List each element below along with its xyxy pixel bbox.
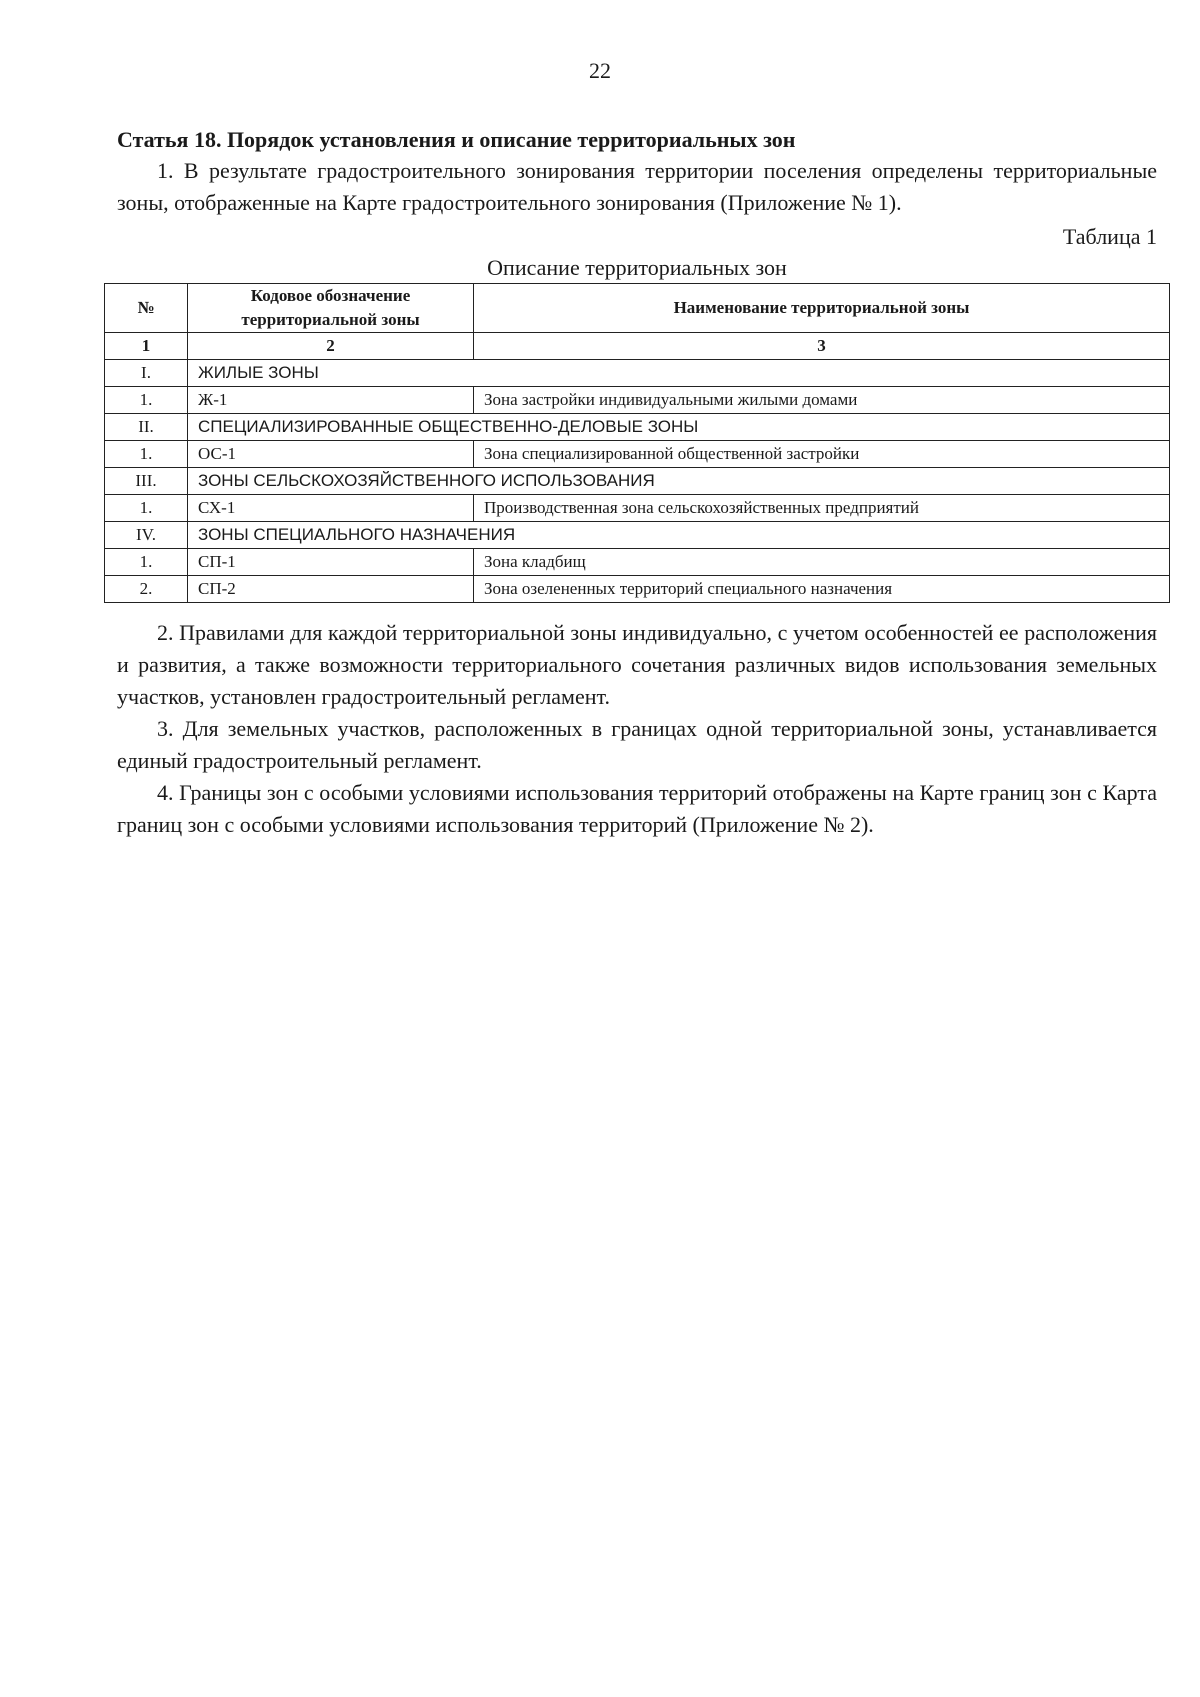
- group-title: ЗОНЫ СЕЛЬСКОХОЗЯЙСТВЕННОГО ИСПОЛЬЗОВАНИЯ: [188, 468, 1170, 495]
- row-name: Производственная зона сельскохозяйственных предприятий: [474, 495, 1170, 522]
- row-name: Зона озелененных территорий специального назначения: [474, 576, 1170, 603]
- paragraph-3: 3. Для земельных участков, расположенных в границах одной территориальной зоны, устанавливается единый градостроительный регламент.: [117, 716, 1157, 773]
- row-code: СХ-1: [188, 495, 474, 522]
- group-row: [105, 522, 1170, 549]
- group-num: II.: [105, 414, 188, 441]
- group-row: [105, 468, 1170, 495]
- row-name: Зона специализированной общественной застройки: [474, 441, 1170, 468]
- row-num: 2.: [105, 576, 188, 603]
- group-title: СПЕЦИАЛИЗИРОВАННЫЕ ОБЩЕСТВЕННО-ДЕЛОВЫЕ ЗОНЫ: [188, 414, 1170, 441]
- row-num: 1.: [105, 495, 188, 522]
- paragraph-4: 4. Границы зон с особыми условиями использования территорий отображены на Карте границ зон с Карта границ зон с особыми условиями использования территорий (Приложение № 2).: [117, 780, 1157, 837]
- header-name: Наименование территориальной зоны: [474, 284, 1170, 333]
- table-label: Таблица 1: [1062, 224, 1157, 249]
- page-number: 22: [589, 58, 611, 83]
- group-row: [105, 414, 1170, 441]
- row-name: Зона кладбищ: [474, 549, 1170, 576]
- header-code: Кодовое обозначение территориальной зоны: [188, 284, 474, 333]
- table-row: [105, 549, 1170, 576]
- group-title: ЖИЛЫЕ ЗОНЫ: [188, 360, 1170, 387]
- row-name: Зона застройки индивидуальными жилыми домами: [474, 387, 1170, 414]
- group-row: [105, 360, 1170, 387]
- table-row: [105, 495, 1170, 522]
- row-num: 1.: [105, 549, 188, 576]
- row-code: СП-1: [188, 549, 474, 576]
- column-number: 2: [188, 333, 474, 360]
- article-title: Статья 18. Порядок установления и описание территориальных зон: [117, 127, 796, 152]
- zones-table: [104, 283, 1170, 603]
- row-code: Ж-1: [188, 387, 474, 414]
- table-row: [105, 387, 1170, 414]
- document-body: [117, 125, 1157, 841]
- row-num: 1.: [105, 387, 188, 414]
- column-number-row: [105, 333, 1170, 360]
- column-number: 3: [474, 333, 1170, 360]
- header-num: №: [105, 284, 188, 333]
- row-num: 1.: [105, 441, 188, 468]
- column-number: 1: [105, 333, 188, 360]
- table-caption: Описание территориальных зон: [487, 255, 787, 280]
- row-code: СП-2: [188, 576, 474, 603]
- table-header-row: [105, 284, 1170, 333]
- paragraph-1: 1. В результате градостроительного зонирования территории поселения определены территориальные зоны, отображенные на Карте градостроительного зонирования (Приложение № 1).: [117, 158, 1157, 215]
- group-num: I.: [105, 360, 188, 387]
- table-row: [105, 441, 1170, 468]
- group-num: IV.: [105, 522, 188, 549]
- paragraph-2: 2. Правилами для каждой территориальной зоны индивидуально, с учетом особенностей ее расположения и развития, а также возможности территориального сочетания различных видов использования земельных участков, установлен градостроительный регламент.: [117, 620, 1157, 709]
- group-title: ЗОНЫ СПЕЦИАЛЬНОГО НАЗНАЧЕНИЯ: [188, 522, 1170, 549]
- table-row: [105, 576, 1170, 603]
- group-num: III.: [105, 468, 188, 495]
- row-code: ОС-1: [188, 441, 474, 468]
